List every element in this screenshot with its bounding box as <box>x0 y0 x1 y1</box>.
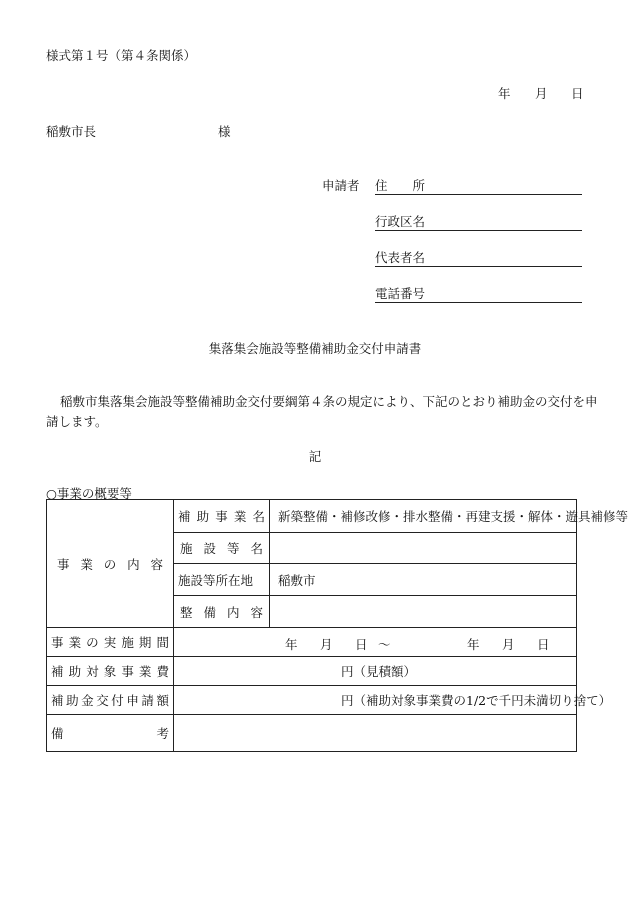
project-overview-table <box>46 499 629 752</box>
table-row <box>47 500 577 533</box>
form-number: 様式第１号（第４条関係） <box>46 48 197 63</box>
date-day-label: 日 <box>571 86 584 101</box>
maintenance-content-label: 整 備 内 容 <box>174 596 270 628</box>
subsidy-project-options[interactable]: 新築整備・補修改修・排水整備・再建支援・解体・遊具補修等 <box>270 500 577 533</box>
implementation-period-field[interactable]: 年 月 日 ～ 年 月 日 <box>174 628 577 657</box>
application-amount-field[interactable]: 円（補助対象事業費の1/2で千円未満切り捨て） <box>174 686 577 715</box>
table-row <box>47 715 577 752</box>
subsidy-project-name-label: 補 助 事 業 名 <box>174 500 270 533</box>
address-label: 住 所 <box>375 178 426 193</box>
table-row <box>47 628 577 657</box>
table-row <box>47 657 577 686</box>
eligible-cost-label: 補 助 対 象 事 業 費 <box>47 657 174 686</box>
body-text-line2: 請します。 <box>46 414 108 429</box>
date-year-label: 年 <box>498 86 511 101</box>
facility-location-field[interactable]: 稲敷市 <box>270 564 577 596</box>
facility-location-label: 施設等所在地 <box>174 564 270 596</box>
addressee-honorific: 様 <box>218 124 231 139</box>
document-title: 集落集会施設等整備補助金交付申請書 <box>208 341 422 356</box>
application-amount-label: 補 助 金 交 付 申 請 額 <box>47 686 174 715</box>
phone-field[interactable] <box>375 284 582 303</box>
eligible-cost-field[interactable]: 円（見積額） <box>174 657 577 686</box>
phone-label: 電話番号 <box>375 286 426 301</box>
representative-label: 代表者名 <box>375 250 426 265</box>
project-content-label: 事 業 の 内 容 <box>47 500 174 628</box>
table-row <box>47 686 577 715</box>
remarks-field[interactable] <box>174 715 577 752</box>
ki-heading: 記 <box>308 449 322 464</box>
maintenance-content-field[interactable] <box>270 596 577 628</box>
remarks-label: 備 考 <box>47 715 174 752</box>
district-field[interactable] <box>375 212 582 231</box>
date-month-label: 月 <box>535 86 548 101</box>
section-heading: ○事業の概要等 <box>46 486 132 501</box>
implementation-period-label: 事 業 の 実 施 期 間 <box>47 628 174 657</box>
facility-name-label: 施 設 等 名 <box>174 533 270 564</box>
body-text-line1: 稲敷市集落集会施設等整備補助金交付要綱第４条の規定により、下記のとおり補助金の交付を申 <box>60 394 598 409</box>
facility-name-field[interactable] <box>270 533 577 564</box>
address-field[interactable] <box>375 176 582 195</box>
addressee-mayor: 稲敷市長 <box>46 124 97 139</box>
representative-field[interactable] <box>375 248 582 267</box>
district-label: 行政区名 <box>375 214 426 229</box>
applicant-label: 申請者 <box>322 178 360 193</box>
